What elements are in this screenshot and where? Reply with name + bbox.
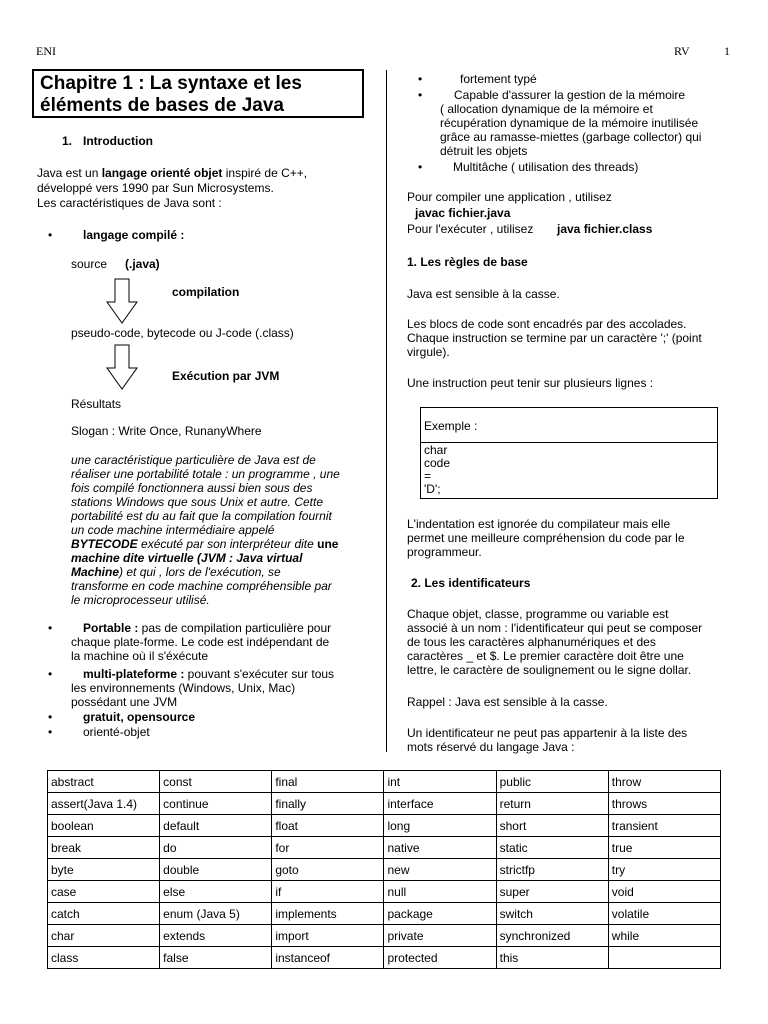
keyword-cell: enum (Java 5) xyxy=(160,903,272,925)
keyword-cell: void xyxy=(608,881,720,903)
section-title-identifiers: 2. Les identificateurs xyxy=(411,576,531,590)
reserved-keywords-table xyxy=(47,770,721,969)
keyword-cell: protected xyxy=(384,947,496,969)
keyword-cell: byte xyxy=(48,859,160,881)
bullet-icon: • xyxy=(418,160,423,174)
bullet-icon: • xyxy=(48,725,53,739)
keyword-cell: goto xyxy=(272,859,384,881)
bullet-object-oriented: orienté-objet xyxy=(83,725,150,739)
compile-instruction: Pour compiler une application , utilisez xyxy=(407,190,612,204)
keyword-cell: native xyxy=(384,837,496,859)
keyword-cell: try xyxy=(608,859,720,881)
keyword-cell: default xyxy=(160,815,272,837)
bullet-icon: • xyxy=(48,667,53,681)
keyword-cell: final xyxy=(272,771,384,793)
table-row xyxy=(48,837,721,859)
source-extension: (.java) xyxy=(125,257,160,271)
reminder-text: Rappel : Java est sensible à la casse. xyxy=(407,695,608,709)
indentation-paragraph: L'indentation est ignorée du compilateur mais elle permet une meilleure compréhension du code par le programmeur. xyxy=(407,517,685,559)
table-row xyxy=(48,881,721,903)
table-row xyxy=(48,947,721,969)
header-left: ENI xyxy=(36,44,56,58)
bullet-compiled-language: langage compilé : xyxy=(83,228,185,242)
keyword-cell: short xyxy=(496,815,608,837)
keyword-cell: long xyxy=(384,815,496,837)
bullet-icon: • xyxy=(418,88,423,102)
keyword-cell: instanceof xyxy=(272,947,384,969)
chapter-title-box xyxy=(32,69,364,118)
execute-instruction: Pour l'exécuter , utilisez xyxy=(407,222,534,236)
keyword-cell: const xyxy=(160,771,272,793)
keyword-cell xyxy=(608,947,720,969)
table-row xyxy=(48,771,721,793)
bullet-portable: Portable : pas de compilation particulière pour chaque plate-forme. Le code est indépendant de la machine où il s'éxécute xyxy=(71,621,332,663)
keyword-cell: strictfp xyxy=(496,859,608,881)
column-divider xyxy=(386,70,387,752)
section-title-introduction: Introduction xyxy=(83,134,153,148)
identifiers-paragraph: Chaque objet, classe, programme ou variable est associé à un nom : l'identificateur qui peut se composer de tous les caractères alphanumériques et des caractères _ et $. Le premier caractère doit être une lettre, le caractère de soulignement ou le signe dollar. xyxy=(407,607,703,677)
keyword-cell: null xyxy=(384,881,496,903)
keyword-cell: while xyxy=(608,925,720,947)
bullet-icon: • xyxy=(418,72,423,86)
bullet-multitask: Multitâche ( utilisation des threads) xyxy=(453,160,639,174)
portability-paragraph: une caractéristique particulière de Java est de réaliser une portabilité totale : un programme , une fois compilé fonctionnera aussi bien sous des stations Windows que sous Unix et autre. Cette portabilité est du au fait que la compilation fournit un code machine intermédiaire appelé BYTECODE exécuté par son interpréteur dite une machine dite virtuelle (JVM : Java virtual Machine) et qui , lors de l'exécution, se transforme en code machine compréhensible par le microprocesseur utilisé. xyxy=(71,453,340,607)
keyword-cell: private xyxy=(384,925,496,947)
keyword-cell: float xyxy=(272,815,384,837)
pseudo-code-label: pseudo-code, bytecode ou J-code (.class) xyxy=(71,326,294,340)
bullet-icon: • xyxy=(48,621,53,635)
keyword-cell: throws xyxy=(608,793,720,815)
blocks-paragraph: Les blocs de code sont encadrés par des accolades. Chaque instruction se termine par un caractère ';' (point virgule). xyxy=(407,317,702,359)
intro-line2: développé vers 1990 par Sun Microsystems. xyxy=(37,181,274,195)
header-right: RV xyxy=(674,44,690,58)
keyword-cell: int xyxy=(384,771,496,793)
chapter-title-line2: éléments de bases de Java xyxy=(40,95,284,116)
keyword-cell: true xyxy=(608,837,720,859)
section-title-basic-rules: 1. Les règles de base xyxy=(407,255,528,269)
bullet-strongly-typed: fortement typé xyxy=(460,72,537,86)
keyword-cell: implements xyxy=(272,903,384,925)
java-command: java fichier.class xyxy=(557,222,653,236)
keyword-cell: else xyxy=(160,881,272,903)
keyword-cell: transient xyxy=(608,815,720,837)
keyword-cell: extends xyxy=(160,925,272,947)
results-label: Résultats xyxy=(71,397,122,411)
bullet-memory: Capable d'assurer la gestion de la mémoire ( allocation dynamique de la mémoire et récupération dynamique de la mémoire inutilisée grâce au ramasse-miettes (garbage collector) qui détruit les objets xyxy=(440,88,702,158)
keyword-cell: switch xyxy=(496,903,608,925)
table-row xyxy=(48,903,721,925)
keyword-cell: class xyxy=(48,947,160,969)
down-arrow-icon xyxy=(106,344,138,390)
intro-line3: Les caractéristiques de Java sont : xyxy=(37,196,222,210)
table-row xyxy=(48,793,721,815)
keyword-cell: false xyxy=(160,947,272,969)
keyword-cell: double xyxy=(160,859,272,881)
slogan: Slogan : Write Once, RunanyWhere xyxy=(71,424,262,438)
bullet-free: gratuit, opensource xyxy=(83,710,196,724)
keyword-cell: public xyxy=(496,771,608,793)
keyword-cell: this xyxy=(496,947,608,969)
keyword-cell: do xyxy=(160,837,272,859)
down-arrow-icon xyxy=(106,278,138,324)
keyword-cell: boolean xyxy=(48,815,160,837)
keyword-cell: import xyxy=(272,925,384,947)
keyword-cell: package xyxy=(384,903,496,925)
page-number: 1 xyxy=(724,44,730,58)
keyword-cell: interface xyxy=(384,793,496,815)
section-number: 1. xyxy=(62,134,73,148)
keyword-cell: case xyxy=(48,881,160,903)
keyword-cell: catch xyxy=(48,903,160,925)
reserved-words-intro: Un identificateur ne peut pas appartenir à la liste des mots réservé du langage Java : xyxy=(407,726,688,754)
keyword-cell: new xyxy=(384,859,496,881)
multiline-text: Une instruction peut tenir sur plusieurs lignes : xyxy=(407,376,654,390)
table-row xyxy=(48,859,721,881)
keyword-cell: super xyxy=(496,881,608,903)
keyword-cell: volatile xyxy=(608,903,720,925)
keyword-cell: synchronized xyxy=(496,925,608,947)
keyword-cell: continue xyxy=(160,793,272,815)
keyword-cell: break xyxy=(48,837,160,859)
keyword-cell: char xyxy=(48,925,160,947)
keyword-cell: throw xyxy=(608,771,720,793)
keyword-cell: if xyxy=(272,881,384,903)
keyword-cell: static xyxy=(496,837,608,859)
intro-line1: Java est un langage orienté objet inspiré de C++, xyxy=(37,166,308,180)
chapter-title-line1: Chapitre 1 : La syntaxe et les xyxy=(40,73,302,94)
example-code: char code = 'D'; xyxy=(424,443,451,496)
keyword-cell: finally xyxy=(272,793,384,815)
table-row xyxy=(48,815,721,837)
example-box xyxy=(420,407,718,499)
example-label: Exemple : xyxy=(421,408,717,443)
bullet-icon: • xyxy=(48,228,53,242)
execution-label: Exécution par JVM xyxy=(172,369,280,383)
source-label: source xyxy=(71,257,108,271)
bullet-icon: • xyxy=(48,710,53,724)
table-row xyxy=(48,925,721,947)
bullet-multiplatform: multi-plateforme : pouvant s'exécuter sur tous les environnements (Windows, Unix, Mac) possédant une JVM xyxy=(71,667,335,709)
keyword-cell: for xyxy=(272,837,384,859)
case-sensitive-text: Java est sensible à la casse. xyxy=(407,287,560,301)
javac-command: javac fichier.java xyxy=(415,206,511,220)
keyword-cell: assert(Java 1.4) xyxy=(48,793,160,815)
keyword-cell: return xyxy=(496,793,608,815)
keyword-cell: abstract xyxy=(48,771,160,793)
compilation-label: compilation xyxy=(172,285,240,299)
